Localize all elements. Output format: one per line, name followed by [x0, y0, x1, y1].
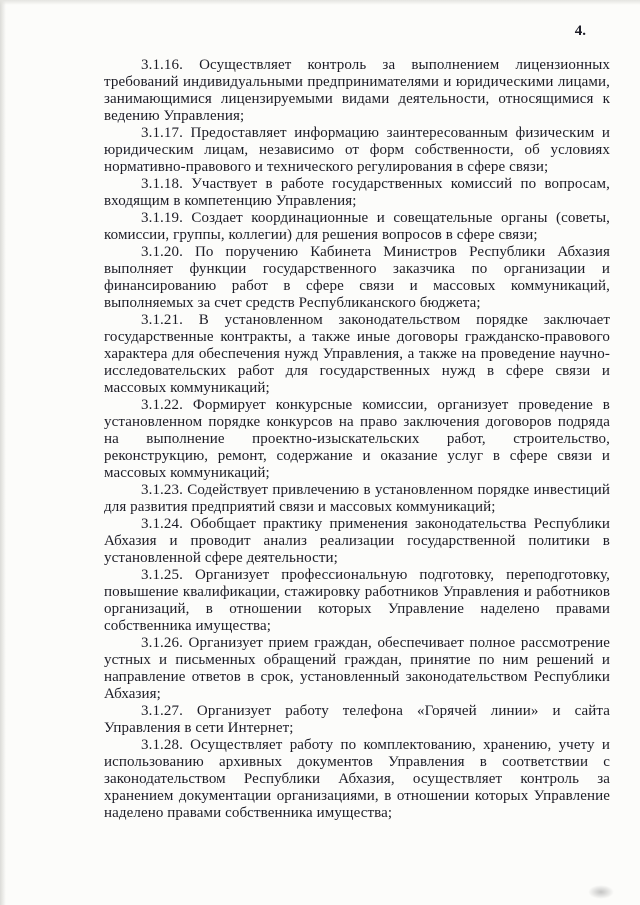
- document-body: [104, 57, 610, 822]
- paragraph-3-1-16: 3.1.16. Осуществляет контроль за выполнением лицензионных требований индивидуальными предпринимателями и юридическими лицами, занимающимися лицензируемыми видами деятельности, относящимися к ведению Управления;: [104, 57, 610, 124]
- paragraph-3-1-26: 3.1.26. Организует прием граждан, обеспечивает полное рассмотрение устных и письменных обращений граждан, принятие по ним решений и направление ответов в срок, установленный законодательством Республики Абхазия;: [104, 635, 610, 702]
- page-number: 4.: [574, 23, 586, 39]
- paragraph-3-1-18: 3.1.18. Участвует в работе государственных комиссий по вопросам, входящим в компетенцию Управления;: [104, 176, 610, 209]
- paragraph-3-1-28: 3.1.28. Осуществляет работу по комплектованию, хранению, учету и использованию архивных документов Управления в соответствии с законодательством Республики Абхазия, осуществляет контроль за хранением документации организациями, в отношении которых Управление наделено правами собственника имущества;: [104, 737, 610, 821]
- paragraph-3-1-23: 3.1.23. Содействует привлечению в установленном порядке инвестиций для развития предприятий связи и массовых коммуникаций;: [104, 482, 610, 515]
- paragraph-3-1-25: 3.1.25. Организует профессиональную подготовку, переподготовку, повышение квалификации, стажировку работников Управления и работников организаций, в отношении которых Управление наделено правами собственника имущества;: [104, 567, 610, 634]
- paragraph-3-1-20: 3.1.20. По поручению Кабинета Министров Республики Абхазия выполняет функции государственного заказчика по организации и финансированию работ в сфере связи и массовых коммуникаций, выполняемых за счет средств Республиканского бюджета;: [104, 244, 610, 311]
- paragraph-3-1-17: 3.1.17. Предоставляет информацию заинтересованным физическим и юридическим лицам, независимо от форм собственности, об условиях нормативно-правового и технического регулирования в сфере связи;: [104, 125, 610, 175]
- scan-artifact: [588, 885, 614, 899]
- paragraph-3-1-27: 3.1.27. Организует работу телефона «Горячей линии» и сайта Управления в сети Интернет;: [104, 703, 610, 736]
- paragraph-3-1-22: 3.1.22. Формирует конкурсные комиссии, организует проведение в установленном порядке конкурсов на право заключения договоров подряда на выполнение проектно-изыскательских работ, строительство, реконструкцию, ремонт, содержание и оказание услуг в сфере связи и массовых коммуникаций;: [104, 397, 610, 481]
- paragraph-3-1-24: 3.1.24. Обобщает практику применения законодательства Республики Абхазия и проводит анализ реализации государственной политики в установленной сфере деятельности;: [104, 516, 610, 566]
- paragraph-3-1-19: 3.1.19. Создает координационные и совещательные органы (советы, комиссии, группы, коллегии) для решения вопросов в сфере связи;: [104, 210, 610, 243]
- paragraph-3-1-21: 3.1.21. В установленном законодательством порядке заключает государственные контракты, а также иные договоры гражданско-правового характера для обеспечения нужд Управления, а также на проведение научно-исследовательских работ для государственных нужд в сфере связи и массовых коммуникаций;: [104, 312, 610, 396]
